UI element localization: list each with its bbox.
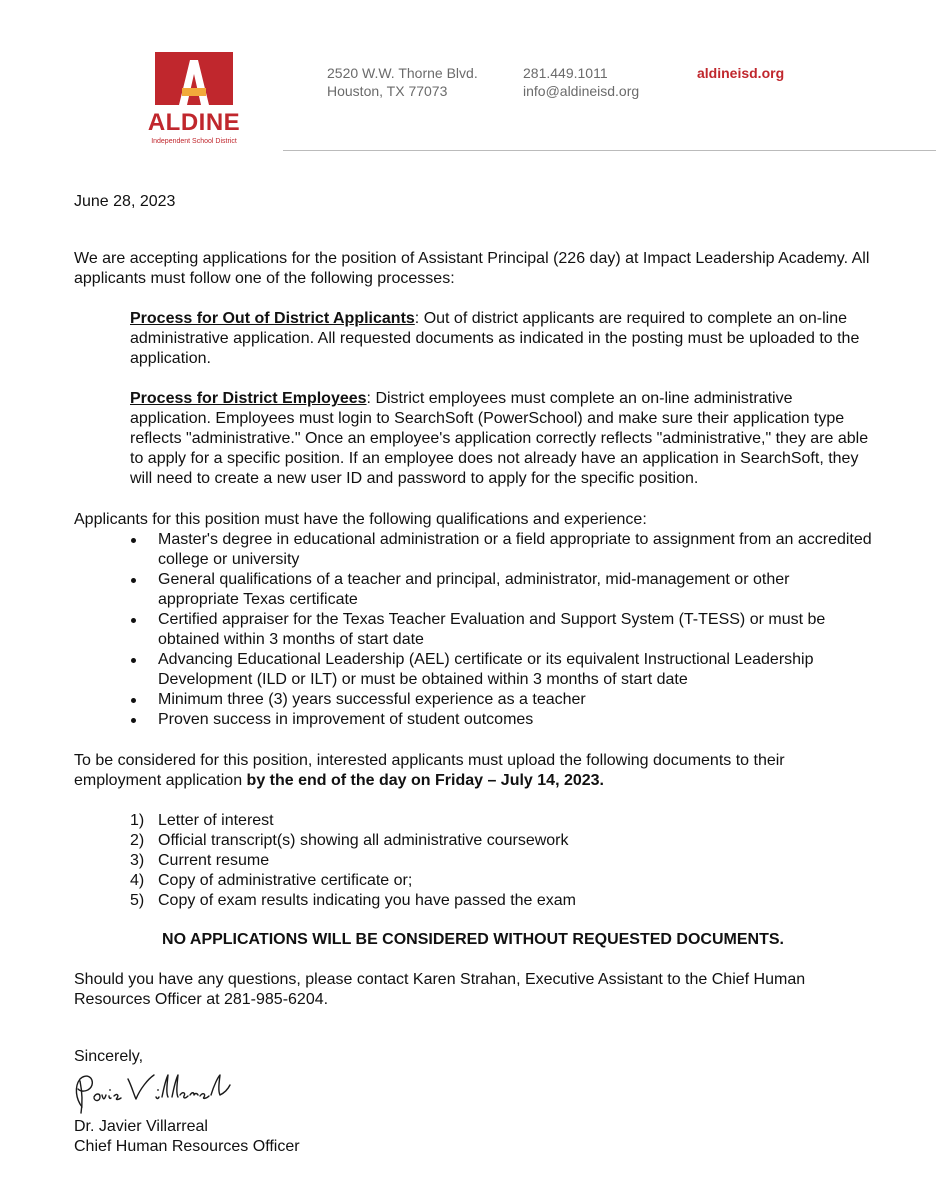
address-line-2: Houston, TX 77073 xyxy=(327,83,448,99)
qualification-item: Proven success in improvement of student outcomes xyxy=(74,710,874,730)
qualification-item: Certified appraiser for the Texas Teacher Evaluation and Support System (T-TESS) or must be obtained within 3 months of start date xyxy=(74,610,874,650)
qualifications-list xyxy=(74,530,874,730)
document-text: Copy of administrative certificate or; xyxy=(158,872,413,889)
website-link[interactable]: aldineisd.org xyxy=(697,65,785,81)
document-item xyxy=(74,851,874,871)
document-number: 2) xyxy=(130,832,145,849)
process-district-employees-text: : District employees must complete an on-line administrative application. Employees must login to SearchSoft (PowerSchool) and make sure their application type reflects "administrative." Once an employee's application correctly reflects "administrative," they are able to apply for a specific position. If an employee does not already have an application in SearchSoft, they will need to create a new user ID and password to apply for the specific position. xyxy=(130,390,869,487)
requirements-notice: NO APPLICATIONS WILL BE CONSIDERED WITHOUT REQUESTED DOCUMENTS. xyxy=(162,931,784,948)
closing: Sincerely, xyxy=(74,1048,144,1065)
logo-name: ALDINE xyxy=(147,109,241,136)
document-text: Current resume xyxy=(158,852,270,869)
district-contact xyxy=(523,64,639,100)
letter-body xyxy=(74,192,874,1157)
email-link[interactable]: info@aldineisd.org xyxy=(523,83,640,99)
aldine-a-icon xyxy=(155,52,233,108)
qualification-item: Minimum three (3) years successful experience as a teacher xyxy=(74,690,874,710)
logo-subtitle: Independent School District xyxy=(151,138,237,145)
qualification-item: Master's degree in educational administration or a field appropriate to assignment from an accredited college or university xyxy=(74,530,874,570)
process-out-of-district-text: : Out of district applicants are required to complete an on-line administrative application. All requested documents as indicated in the posting must be uploaded to the application. xyxy=(130,310,860,367)
document-item xyxy=(74,891,874,911)
deadline-text: by the end of the day on Friday – July 14, 2023. xyxy=(246,772,604,789)
document-number: 3) xyxy=(130,852,145,869)
letter-date: June 28, 2023 xyxy=(74,193,176,210)
qualification-item: Advancing Educational Leadership (AEL) certificate or its equivalent Instructional Leadership Development (ILD or ILT) or must be obtained within 3 months of start date xyxy=(74,650,874,690)
document-number: 5) xyxy=(130,892,145,909)
documents-list xyxy=(74,811,874,911)
intro-paragraph: We are accepting applications for the position of Assistant Principal (226 day) at Impact Leadership Academy. All applicants must follow one of the following processes: xyxy=(74,250,870,287)
signer-name: Dr. Javier Villarreal xyxy=(74,1118,208,1135)
process-district-employees xyxy=(130,389,874,489)
document-number: 1) xyxy=(130,812,145,829)
address-line-1: 2520 W.W. Thorne Blvd. xyxy=(327,65,478,81)
document-text: Official transcript(s) showing all administrative coursework xyxy=(158,832,569,849)
phone-number: 281.449.1011 xyxy=(523,65,608,81)
document-item xyxy=(74,831,874,851)
process-out-of-district xyxy=(130,309,874,369)
document-text: Copy of exam results indicating you have passed the exam xyxy=(158,892,577,909)
qualifications-intro: Applicants for this position must have the following qualifications and experience: xyxy=(74,511,647,528)
documents-intro xyxy=(74,751,874,791)
document-item xyxy=(74,871,874,891)
process-out-of-district-label: Process for Out of District Applicants xyxy=(130,310,415,327)
document-item xyxy=(74,811,874,831)
signer-title: Chief Human Resources Officer xyxy=(74,1138,300,1155)
process-district-employees-label: Process for District Employees xyxy=(130,390,367,407)
aldine-logo xyxy=(138,52,250,146)
qualification-item: General qualifications of a teacher and principal, administrator, mid-management or other appropriate Texas certificate xyxy=(74,570,874,610)
handwritten-signature xyxy=(68,1069,238,1117)
district-address xyxy=(327,64,478,100)
questions-paragraph: Should you have any questions, please contact Karen Strahan, Executive Assistant to the Chief Human Resources Officer at 281-985-6204. xyxy=(74,971,806,1008)
header-divider xyxy=(283,150,936,151)
documents-intro-text: To be considered for this position, interested applicants must upload the following documents to their employment application xyxy=(74,752,785,789)
document-text: Letter of interest xyxy=(158,812,274,829)
document-number: 4) xyxy=(130,872,145,889)
